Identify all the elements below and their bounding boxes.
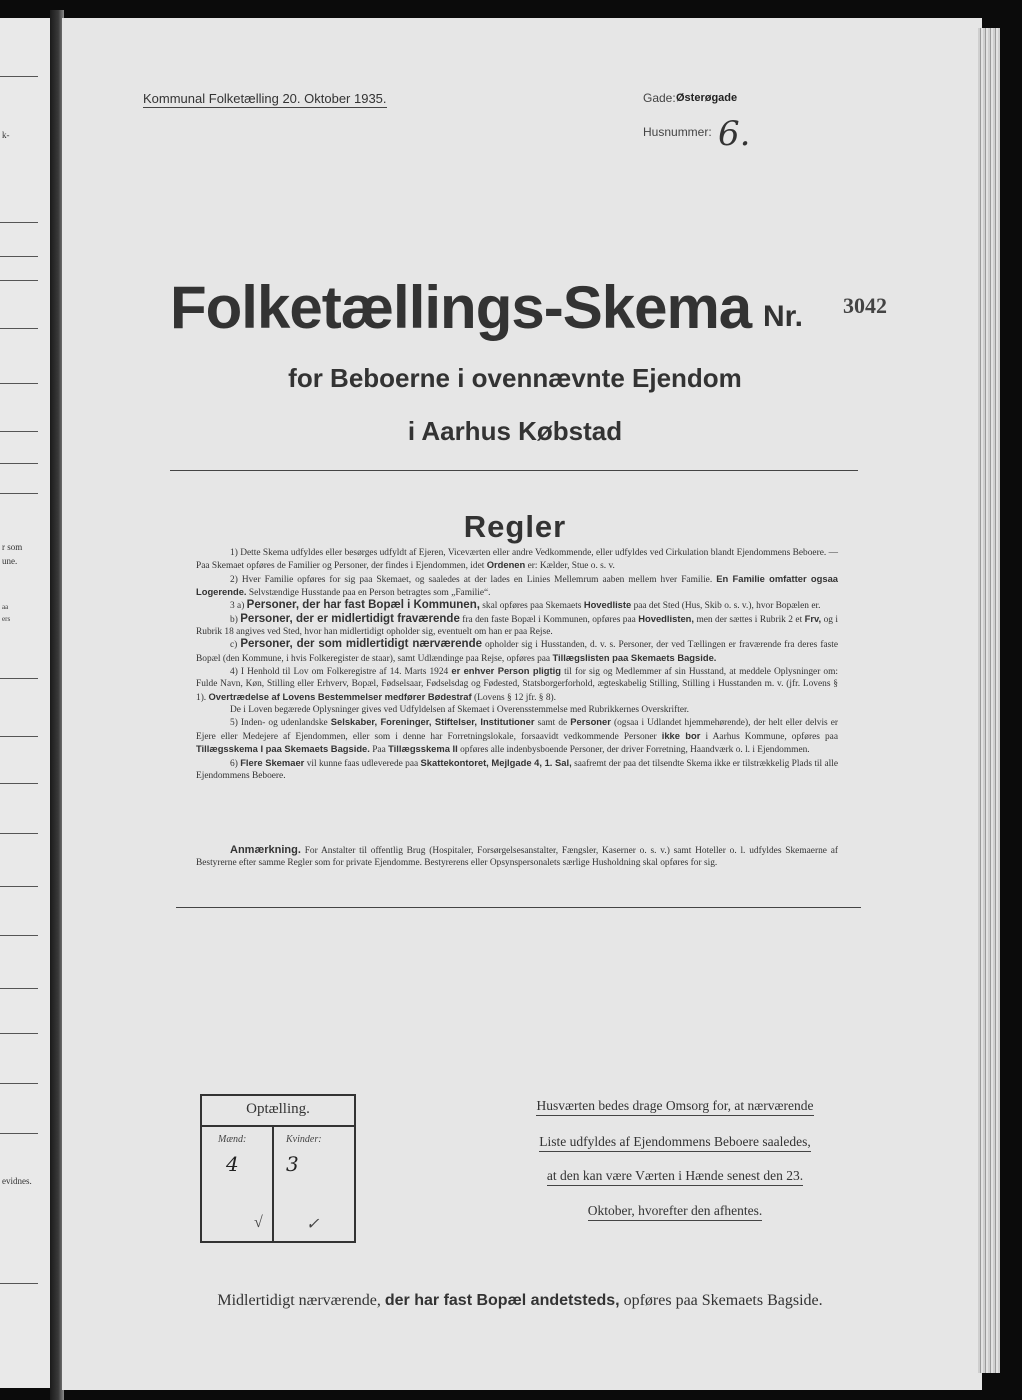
left-rule bbox=[0, 1033, 38, 1034]
landlord-line: at den kan være Værten i Hænde senest den 23. bbox=[547, 1168, 803, 1186]
form-number: 3042 bbox=[843, 293, 887, 318]
left-rule bbox=[0, 935, 38, 936]
remark-body: For Anstalter til offentlig Brug (Hospitaler, Forsørgelsesanstalter, Fængsler, Kaserner o. s. v.) samt Hoteller o. l. udfyldes Skemaerne af Bestyrerne efter samme Regler som for private Ejendomme. Bestyrerens eller Opsynspersonalets særlige Husholdning skal opføres for sig. bbox=[196, 846, 838, 869]
left-rule bbox=[0, 222, 38, 223]
landlord-line: Husværten bedes drage Omsorg for, at nærværende bbox=[536, 1098, 813, 1116]
left-rule bbox=[0, 783, 38, 784]
divider bbox=[176, 907, 861, 908]
left-rule bbox=[0, 76, 38, 77]
left-rule bbox=[0, 988, 38, 989]
tally-divider bbox=[272, 1127, 274, 1241]
page-stack-edges bbox=[978, 28, 1000, 1373]
left-rule bbox=[0, 1133, 38, 1134]
census-header: Kommunal Folketælling 20. Oktober 1935. bbox=[143, 91, 387, 106]
left-rule bbox=[0, 328, 38, 329]
rule-6: 6) Flere Skemaer vil kunne faas udleverede paa Skattekontoret, Mejlgade 4, 1. Sal, saafremt der paa det tilsendte Skema ikke er tilstrækkelig Plads til alle Ejendommens Beboere. bbox=[196, 756, 839, 781]
left-rule bbox=[0, 383, 38, 384]
rules-heading: Regler bbox=[463, 509, 567, 544]
checkmark-icon: √ bbox=[254, 1214, 263, 1231]
left-rule bbox=[0, 678, 38, 679]
tally-divider bbox=[202, 1125, 354, 1127]
men-label: Mænd: bbox=[218, 1134, 247, 1145]
left-rule bbox=[0, 431, 38, 432]
women-count: 3 bbox=[286, 1152, 299, 1176]
footer-note bbox=[170, 1292, 870, 1310]
house-number-value: 6. bbox=[718, 114, 751, 154]
rule-1: 1) Dette Skema udfyldes eller besørges udfyldt af Ejeren, Viceværten eller andre Vedkommende, eller udfyldes ved Cirkulation blandt Ejendommens Beboere. — Paa Skemaet opføres de Familier og Personer, der findes i Ejendommen, idet Ordenen er: Kælder, Stue o. s. v. bbox=[196, 548, 838, 572]
landlord-line: Liste udfyldes af Ejendommens Beboere saaledes, bbox=[539, 1134, 810, 1152]
women-label: Kvinder: bbox=[286, 1134, 322, 1145]
left-fragment: k- bbox=[2, 130, 10, 140]
rule-4: 4) I Henhold til Lov om Folkeregistre af 14. Marts 1924 er enhver Person pligtig til for sig og Medlemmer af sin Husstand, at meddele Oplysninger om: Fulde Navn, Køn, Stilling eller Erhverv, Bopæl, Fødselsaar, Fødselsdag og Fødested, Statsborgerforhold, ægteskabelig Stilling, Stilling i Husstanden m. v. (jfr. Lovens § 1). Overtrædelse af Lovens Bestemmelser medfører Bødestraf (Lovens § 12 jfr. § 8). bbox=[196, 665, 839, 703]
form-title: Folketællings-Skema bbox=[170, 274, 752, 341]
left-rule bbox=[0, 463, 38, 464]
tally-title: Optælling. bbox=[246, 1101, 310, 1117]
checkmark-icon: ✓ bbox=[306, 1216, 320, 1233]
tally-box bbox=[200, 1094, 356, 1243]
remark-text bbox=[196, 844, 838, 870]
left-rule bbox=[0, 256, 38, 257]
men-count: 4 bbox=[226, 1152, 239, 1176]
left-rule bbox=[0, 833, 38, 834]
rule-3b: b) Personer, der er midlertidigt fraværende fra den faste Bopæl i Kommunen, opføres paa Hovedlisten, men der sættes i Rubrik 2 et Frv, og i Rubrik 18 angives ved Sted, hvor han midlertidigt opholder sig, eventuelt om han er paa Rejse. bbox=[196, 612, 838, 638]
form-subtitle-city: i Aarhus Købstad bbox=[407, 416, 623, 446]
street-value: Østerøgade bbox=[676, 92, 738, 104]
left-fragment: r som bbox=[2, 542, 23, 552]
rule-3a: 3 a) Personer, der har fast Bopæl i Kommunen, skal opføres paa Skemaets Hovedliste paa det Sted (Hus, Skib o. s. v.), hvor Bopælen er. bbox=[230, 599, 821, 612]
house-number-label: Husnummer: bbox=[643, 125, 712, 139]
footer-part: opføres paa Skemaets Bagside. bbox=[623, 1292, 823, 1309]
street-label: Gade: bbox=[643, 91, 676, 105]
left-fragment: ers bbox=[2, 615, 11, 623]
footer-part: der har fast Bopæl andetsteds, bbox=[384, 1292, 620, 1309]
rule-4-note: De i Loven begærede Oplysninger gives ved Udfyldelsen af Skemaet i Overensstemmelse med Rubrikkernes Overskrifter. bbox=[230, 705, 689, 716]
footer-part: Midlertidigt nærværende, bbox=[217, 1292, 381, 1309]
divider bbox=[170, 470, 858, 471]
remark-label: Anmærkning. bbox=[230, 844, 301, 856]
rules-text bbox=[196, 547, 838, 782]
rule-2: 2) Hver Familie opføres for sig paa Skemaet, og saaledes at der lades en Linies Mellemrum aaben mellem hver Familie. En Familie omfatter ogsaa Logerende. Selvstændige Husstande paa en Person betragtes som „Familie“. bbox=[196, 572, 839, 599]
left-rule bbox=[0, 1083, 38, 1084]
rule-5: 5) Inden- og udenlandske Selskaber, Foreninger, Stiftelser, Institutioner samt de Personer (ogsaa i Udlandet hjemmehørende), der helt eller delvis er Ejere eller Medejere af Ejendommen, eller som i denne har Forretningslokale, forsaavidt vedkommende Personer ikke bor i Aarhus Kommune, opføres paa Tillægsskema I paa Skemaets Bagside. Paa Tillægsskema II opføres alle indenbysboende Personer, der driver Forretning, Haandværk o. l. i Ejendommen. bbox=[196, 716, 839, 756]
left-rule bbox=[0, 493, 38, 494]
left-fragment: aa bbox=[2, 603, 9, 611]
left-fragment: une. bbox=[2, 556, 18, 566]
rule-3c: c) Personer, der som midlertidigt nærværende opholder sig i Husstanden, d. v. s. Personer, der ved Tællingen er fraværende fra deres faste Bopæl (den Kommune, i hvis Folkeregister de staar), samt Udlændinge paa Rejse, opføres paa Tillægslisten paa Skemaets Bagside. bbox=[196, 638, 839, 664]
form-number-label: Nr. bbox=[763, 300, 804, 333]
left-rule bbox=[0, 280, 38, 281]
left-page-edge bbox=[0, 18, 50, 1388]
left-rule bbox=[0, 886, 38, 887]
left-fragment: evidnes. bbox=[2, 1176, 32, 1186]
left-rule bbox=[0, 736, 38, 737]
landlord-line: Oktober, hvorefter den afhentes. bbox=[588, 1203, 763, 1221]
form-subtitle: for Beboerne i ovennævnte Ejendom bbox=[288, 363, 742, 393]
left-rule bbox=[0, 1283, 38, 1284]
